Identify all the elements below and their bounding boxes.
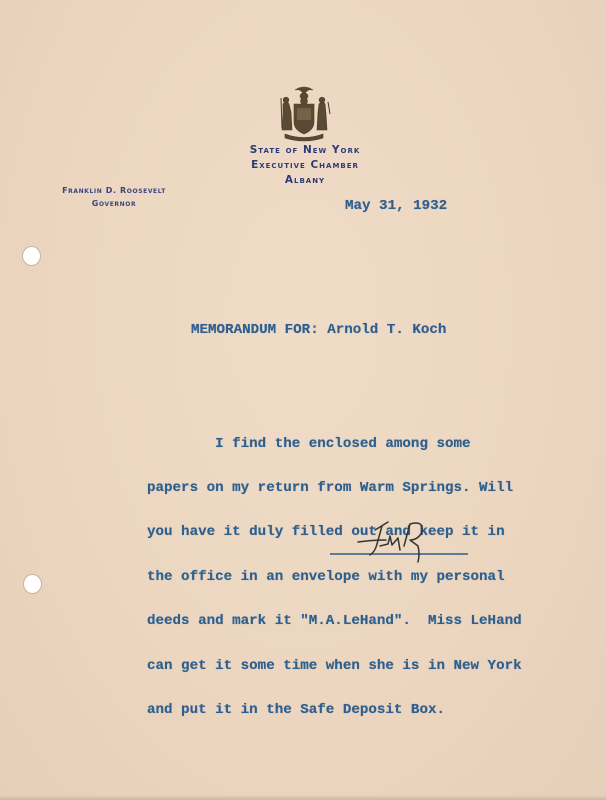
body-line: I find the enclosed among some <box>147 435 471 452</box>
punch-hole-top <box>23 247 40 265</box>
letterhead <box>205 143 405 188</box>
letterhead-state: State of New York <box>249 144 361 156</box>
body-line: deeds and mark it "M.A.LeHand". Miss LeHand <box>147 613 522 630</box>
sender-block <box>52 184 176 210</box>
pencil-annotation <box>45 766 48 782</box>
body-line: papers on my return from Warm Springs. Will <box>147 479 514 496</box>
body-line: can get it some time when she is in New York <box>147 657 522 674</box>
punch-hole-bottom <box>24 575 41 593</box>
body-line: you have it duly filled out and keep it in <box>147 524 505 541</box>
memorandum-heading <box>191 322 446 338</box>
letterhead-city: Albany <box>284 174 326 186</box>
memorandum-recipient: Arnold T. Koch <box>327 322 447 338</box>
body-line: and put it in the Safe Deposit Box. <box>147 701 445 718</box>
sender-title: Governor <box>91 199 137 208</box>
state-seal-icon <box>273 84 335 142</box>
memorandum-label: MEMORANDUM FOR: <box>191 322 319 338</box>
body-line: the office in an envelope with my personal <box>147 568 505 585</box>
sender-name: Franklin D. Roosevelt <box>62 186 166 195</box>
letterhead-office: Executive Chamber <box>251 159 359 171</box>
signature-initials-icon <box>328 518 473 568</box>
letter-body <box>147 407 522 747</box>
letter-date: May 31, 1932 <box>345 198 448 214</box>
